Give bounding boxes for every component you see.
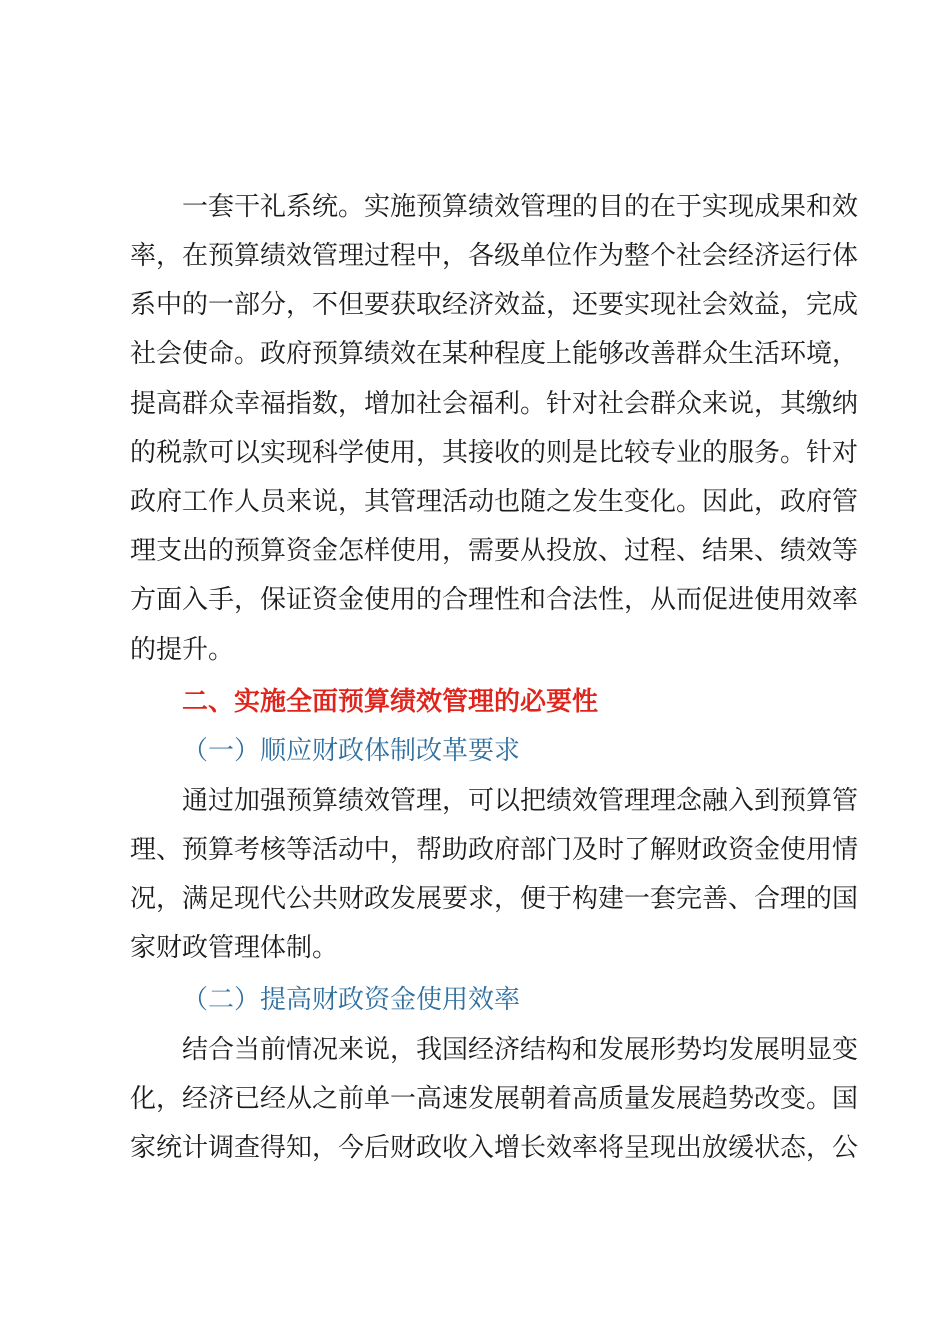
- paragraph-1-line-1: 一套干礼系统。实施预算绩效管理的目的在于实现成果和效: [182, 192, 859, 222]
- subsection-1-line-3: 况，满足现代公共财政发展要求，便于构建一套完善、合理的国: [130, 884, 859, 914]
- subsection-1-heading: （一）顺应财政体制改革要求: [182, 736, 521, 766]
- paragraph-1-line-8: 理支出的预算资金怎样使用，需要从投放、过程、结果、绩效等: [130, 536, 859, 566]
- paragraph-1-line-9: 方面入手，保证资金使用的合理性和合法性，从而促进使用效率: [130, 585, 859, 615]
- subsection-1-line-2: 理、预算考核等活动中，帮助政府部门及时了解财政资金使用情: [130, 835, 859, 865]
- section-2-heading: 二、实施全面预算绩效管理的必要性: [182, 687, 599, 717]
- paragraph-1-line-5: 提高群众幸福指数，增加社会福利。针对社会群众来说，其缴纳: [130, 389, 859, 419]
- paragraph-1-line-2: 率，在预算绩效管理过程中，各级单位作为整个社会经济运行体: [130, 241, 859, 271]
- subsection-1-line-1: 通过加强预算绩效管理，可以把绩效管理理念融入到预算管: [182, 786, 859, 816]
- subsection-2-line-2: 化，经济已经从之前单一高速发展朝着高质量发展趋势改变。国: [130, 1084, 859, 1114]
- subsection-2-line-3: 家统计调查得知，今后财政收入增长效率将呈现出放缓状态，公: [130, 1133, 859, 1163]
- subsection-2-heading: （二）提高财政资金使用效率: [182, 985, 521, 1015]
- paragraph-1-line-10: 的提升。: [130, 635, 235, 665]
- paragraph-1-line-6: 的税款可以实现科学使用，其接收的则是比较专业的服务。针对: [130, 438, 859, 468]
- paragraph-1-line-4: 社会使命。政府预算绩效在某种程度上能够改善群众生活环境，: [130, 339, 859, 369]
- paragraph-1-line-3: 系中的一部分，不但要获取经济效益，还要实现社会效益，完成: [130, 290, 859, 320]
- paragraph-1-line-7: 政府工作人员来说，其管理活动也随之发生变化。因此，政府管: [130, 487, 859, 517]
- subsection-1-line-4: 家财政管理体制。: [130, 933, 339, 963]
- subsection-2-line-1: 结合当前情况来说，我国经济结构和发展形势均发展明显变: [182, 1035, 859, 1065]
